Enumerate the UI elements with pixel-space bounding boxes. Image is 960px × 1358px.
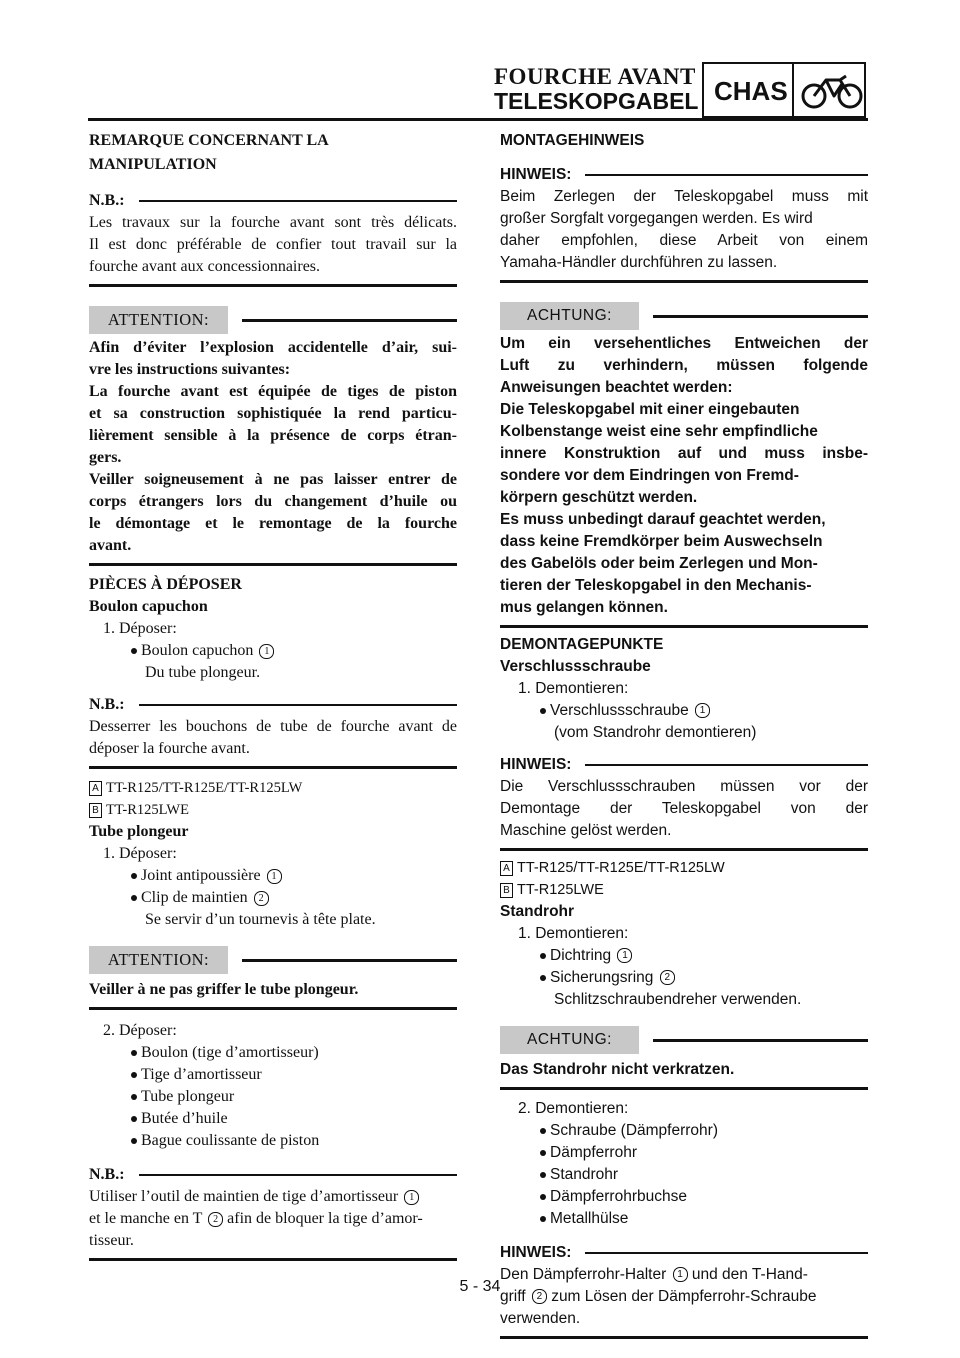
model-line: B TT-R125LWE bbox=[89, 799, 457, 821]
note-header bbox=[89, 190, 457, 212]
text-line: verwenden. bbox=[500, 1310, 581, 1327]
callout-number: 1 bbox=[673, 1267, 688, 1282]
text-line: Es muss unbedingt darauf geachtet werden, bbox=[500, 511, 826, 528]
callout-number: 1 bbox=[404, 1190, 419, 1205]
text-line: großer Sorgfalt vorgegangen werden. Es wird bbox=[500, 210, 813, 227]
text-line: Um ein versehentliches Entweichen der bbox=[500, 335, 868, 352]
text-line: Das Standrohr nicht verkratzen. bbox=[500, 1061, 735, 1078]
callout-number: 1 bbox=[695, 703, 710, 718]
header-title-de: TELESKOPGABEL bbox=[494, 88, 699, 114]
achtung-label: ACHTUNG: bbox=[500, 302, 639, 330]
list-item: Joint antipoussière 1 bbox=[89, 865, 457, 887]
text-line: lièrement sensible à la présence de corps étran- bbox=[89, 427, 457, 444]
note-label: N.B.: bbox=[89, 192, 125, 209]
text-line: Demontage der Teleskopgabel von der bbox=[500, 800, 868, 817]
attention-header bbox=[89, 305, 457, 335]
list-item: Boulon (tige d’amortisseur) bbox=[89, 1042, 457, 1064]
model-line: A TT-R125/TT-R125E/TT-R125LW bbox=[500, 857, 868, 879]
note-header bbox=[500, 754, 868, 776]
text-line: Die Verschlussschrauben müssen vor der bbox=[500, 778, 868, 795]
heading: MONTAGEHINWEIS bbox=[500, 132, 645, 149]
text-line: Anweisungen beachtet werden: bbox=[500, 379, 733, 396]
text-line: Veiller soigneusement à ne pas laisser entrer de bbox=[89, 471, 457, 488]
text-line: Yamaha-Händler durchführen zu lassen. bbox=[500, 254, 778, 271]
text-line: corps étrangers lors du changement d’huile ou bbox=[89, 493, 457, 510]
model-marker: B bbox=[89, 803, 102, 818]
text-line: Les travaux sur la fourche avant sont très délicats. bbox=[89, 214, 457, 231]
header-rule bbox=[88, 118, 868, 121]
text-line: Du tube plongeur. bbox=[145, 664, 261, 681]
step: 1. Demontieren: bbox=[518, 925, 629, 942]
list-item: Verschlussschraube 1 bbox=[500, 700, 868, 722]
text-line: avant. bbox=[89, 537, 132, 554]
subheading: Verschlussschraube bbox=[500, 658, 651, 675]
text-line: (vom Standrohr demontieren) bbox=[554, 724, 757, 741]
model-line: B TT-R125LWE bbox=[500, 879, 868, 901]
list-item: Dämpferrohrbuchse bbox=[500, 1186, 868, 1208]
subheading: Boulon capuchon bbox=[89, 598, 208, 615]
subheading: Tube plongeur bbox=[89, 823, 189, 840]
heading: REMARQUE CONCERNANT LA bbox=[89, 132, 329, 149]
text-line: Die Teleskopgabel mit einer eingebauten bbox=[500, 401, 800, 418]
model-marker: A bbox=[500, 861, 513, 876]
text-line: La fourche avant est équipée de tiges de piston bbox=[89, 383, 457, 400]
text-line: Schlitzschraubendreher verwenden. bbox=[554, 991, 802, 1008]
callout-number: 2 bbox=[660, 970, 675, 985]
note-header bbox=[500, 1242, 868, 1264]
model-marker: A bbox=[89, 781, 102, 796]
list-item: Metallhülse bbox=[500, 1208, 868, 1230]
list-item: Tige d’amortisseur bbox=[89, 1064, 457, 1086]
note-label: N.B.: bbox=[89, 696, 125, 713]
note-label: HINWEIS: bbox=[500, 1244, 572, 1261]
text-line: tieren der Teleskopgabel in den Mechanis- bbox=[500, 577, 812, 594]
divider bbox=[500, 848, 868, 851]
attention-header bbox=[89, 945, 457, 975]
motorcycle-icon bbox=[800, 70, 864, 112]
callout-number: 1 bbox=[617, 948, 632, 963]
text-line: Desserrer les bouchons de tube de fourche avant de bbox=[89, 718, 457, 735]
section-badge-label: CHAS bbox=[714, 76, 788, 106]
callout-number: 1 bbox=[259, 644, 274, 659]
text-line: Il est donc préférable de confier tout travail sur la bbox=[89, 236, 457, 253]
step: 1. Déposer: bbox=[103, 845, 177, 862]
section-badge bbox=[702, 62, 866, 118]
step: 1. Demontieren: bbox=[518, 680, 629, 697]
text-line: déposer la fourche avant. bbox=[89, 740, 250, 757]
list-item: Schraube (Dämpferrohr) bbox=[500, 1120, 868, 1142]
step: 1. Déposer: bbox=[103, 620, 177, 637]
note-label: N.B.: bbox=[89, 1166, 125, 1183]
text-line: körpern geschützt werden. bbox=[500, 489, 698, 506]
divider bbox=[89, 284, 457, 287]
list-item: Butée d’huile bbox=[89, 1108, 457, 1130]
divider bbox=[500, 1336, 868, 1339]
list-item: Bague coulissante de piston bbox=[89, 1130, 457, 1152]
note-label: HINWEIS: bbox=[500, 756, 572, 773]
text-line: et sa construction sophistiquée la rend particu- bbox=[89, 405, 457, 422]
text-line: Den Dämpferrohr-Halter 1 und den T-Hand- bbox=[500, 1266, 808, 1283]
text-line: sondere vor dem Eindringen von Fremd- bbox=[500, 467, 799, 484]
left-column bbox=[89, 130, 457, 1261]
list-item: Dichtring 1 bbox=[500, 945, 868, 967]
subheading: Standrohr bbox=[500, 903, 575, 920]
note-header bbox=[500, 164, 868, 186]
text-line: Maschine gelöst werden. bbox=[500, 822, 672, 839]
text-line: tisseur. bbox=[89, 1232, 134, 1249]
list-item: Tube plongeur bbox=[89, 1086, 457, 1108]
text-line: fourche avant aux concessionnaires. bbox=[89, 258, 321, 275]
divider bbox=[89, 1258, 457, 1261]
text-line: le démontage et le remontage de la fourche bbox=[89, 515, 457, 532]
right-column bbox=[500, 130, 868, 1339]
section-heading: DEMONTAGEPUNKTE bbox=[500, 636, 664, 653]
heading: MANIPULATION bbox=[89, 156, 217, 173]
callout-number: 2 bbox=[532, 1289, 547, 1304]
callout-number: 2 bbox=[254, 891, 269, 906]
page-number: 5 - 34 bbox=[459, 1278, 501, 1295]
divider bbox=[89, 1007, 457, 1010]
header-title-fr: FOURCHE AVANT bbox=[494, 64, 696, 89]
note-header bbox=[89, 694, 457, 716]
divider bbox=[89, 563, 457, 566]
divider bbox=[500, 280, 868, 283]
list-item: Clip de maintien 2 bbox=[89, 887, 457, 909]
text-line: Beim Zerlegen der Teleskopgabel muss mit bbox=[500, 188, 868, 205]
text-line: vre les instructions suivantes: bbox=[89, 361, 291, 378]
list-item: Dämpferrohr bbox=[500, 1142, 868, 1164]
callout-number: 1 bbox=[267, 869, 282, 884]
list-item: Sicherungsring 2 bbox=[500, 967, 868, 989]
text-line: griff 2 zum Lösen der Dämpferrohr-Schraube bbox=[500, 1288, 817, 1305]
text-line: daher empfohlen, diese Arbeit von einem bbox=[500, 232, 868, 249]
text-line: Afin d’éviter l’explosion accidentelle d’air, sui- bbox=[89, 339, 457, 356]
divider bbox=[500, 1087, 868, 1090]
text-line: des Gabelöls oder beim Zerlegen und Mon- bbox=[500, 555, 818, 572]
text-line: Kolbenstange weist eine sehr empfindliche bbox=[500, 423, 818, 440]
step: 2. Demontieren: bbox=[518, 1100, 629, 1117]
attention-label: ATTENTION: bbox=[89, 306, 228, 334]
note-label: HINWEIS: bbox=[500, 166, 572, 183]
text-line: Luft zu verhindern, müssen folgende bbox=[500, 357, 868, 374]
text-line: et le manche en T 2 afin de bloquer la tige d’amor- bbox=[89, 1210, 423, 1227]
step: 2. Déposer: bbox=[103, 1022, 177, 1039]
text-line: Veiller à ne pas griffer le tube plongeur. bbox=[89, 981, 359, 998]
text-line: innere Konstruktion auf und muss insbe- bbox=[500, 445, 868, 462]
achtung-label: ACHTUNG: bbox=[500, 1026, 639, 1054]
achtung-header bbox=[500, 301, 868, 331]
attention-label: ATTENTION: bbox=[89, 946, 228, 974]
text-line: gers. bbox=[89, 449, 122, 466]
list-item: Standrohr bbox=[500, 1164, 868, 1186]
list-item: Boulon capuchon 1 bbox=[89, 640, 457, 662]
model-marker: B bbox=[500, 883, 513, 898]
text-line: Utiliser l’outil de maintien de tige d’amortisseur 1 bbox=[89, 1186, 457, 1208]
divider bbox=[89, 766, 457, 769]
text-line: mus gelangen können. bbox=[500, 599, 668, 616]
note-header bbox=[89, 1164, 457, 1186]
text-line: dass keine Fremdkörper beim Auswechseln bbox=[500, 533, 823, 550]
model-line: A TT-R125/TT-R125E/TT-R125LW bbox=[89, 777, 457, 799]
divider bbox=[500, 625, 868, 628]
section-heading: PIÈCES À DÉPOSER bbox=[89, 576, 242, 593]
text-line: Se servir d’un tournevis à tête plate. bbox=[145, 911, 376, 928]
achtung-header bbox=[500, 1025, 868, 1055]
callout-number: 2 bbox=[208, 1212, 223, 1227]
